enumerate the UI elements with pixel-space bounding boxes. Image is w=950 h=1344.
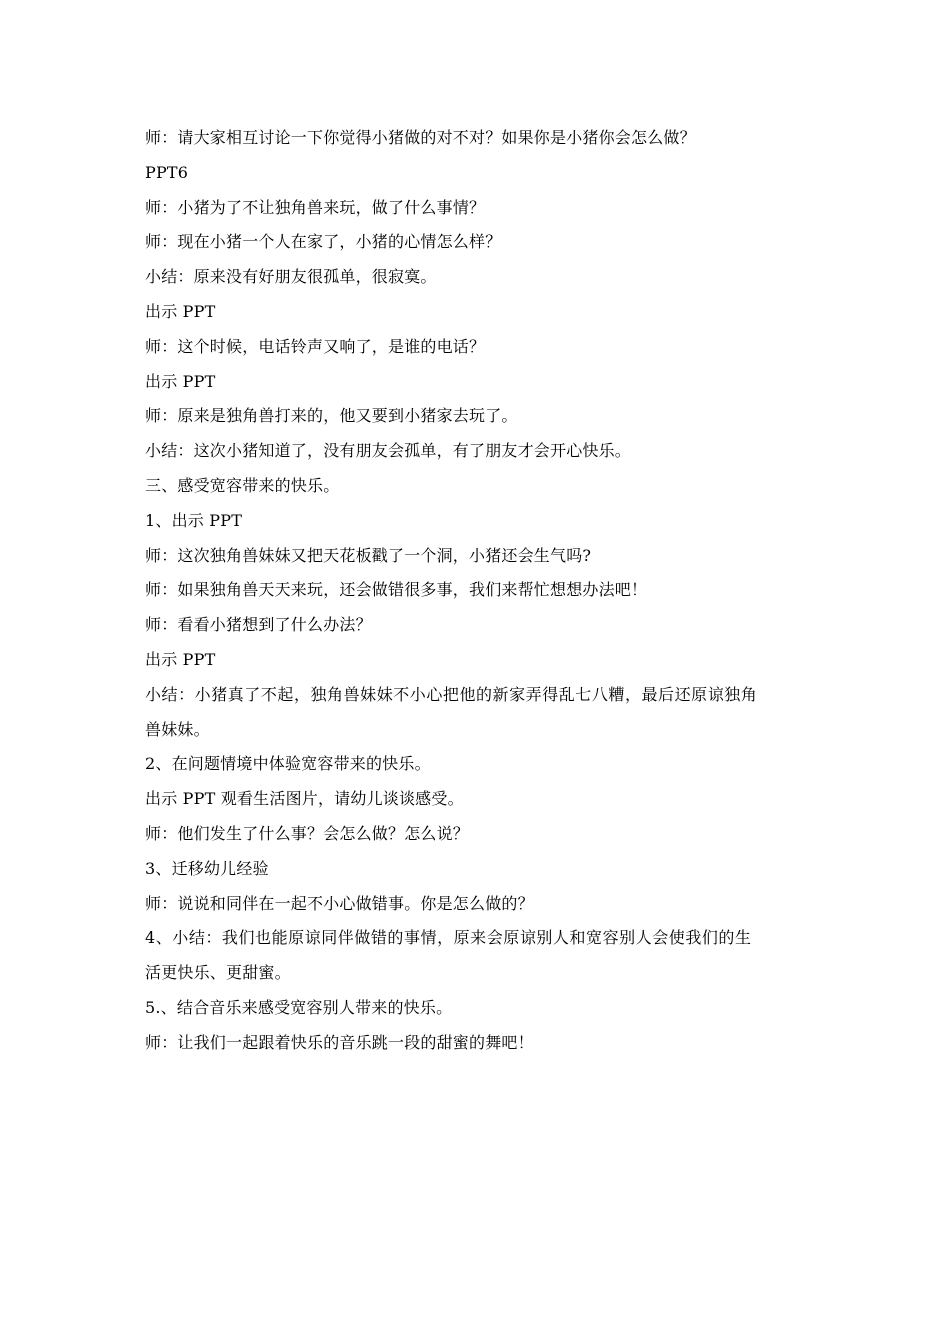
text-line: 师：他们发生了什么事？会怎么做？怎么说？ [145,823,470,843]
text-line: 师：原来是独角兽打来的，他又要到小猪家去玩了。 [145,406,518,426]
text-line: 师：如果独角兽天天来玩，还会做错很多事，我们来帮忙想想办法吧！ [145,580,648,600]
text-line: 师：请大家相互讨论一下你觉得小猪做的对不对？如果你是小猪你会怎么做？ [145,128,696,147]
text-line: 1、出示 PPT [145,510,243,530]
text-line: PPT6 [145,162,189,182]
text-line: 小结：原来没有好朋友很孤单，很寂寞。 [145,267,437,287]
text-line: 3、迁移幼儿经验 [145,858,269,878]
text-line: 出示 PPT [145,371,216,391]
text-line: 师：说说和同伴在一起不小心做错事。你是怎么做的？ [145,893,534,913]
text-line: 师：看看小猪想到了什么办法？ [145,615,372,635]
text-line: 师：让我们一起跟着快乐的音乐跳一段的甜蜜的舞吧！ [145,1032,534,1052]
text-line: 出示 PPT 观看生活图片，请幼儿谈谈感受。 [145,789,464,809]
text-line: 5.、结合音乐来感受宽容别人带来的快乐。 [145,997,453,1017]
text-line: 兽妹妹。 [145,719,210,739]
text-line: 师：这次独角兽妹妹又把天花板戳了一个洞，小猪还会生气吗? [145,545,592,565]
section-heading: 三、感受宽容带来的快乐。 [145,475,340,495]
text-line: 2、在问题情境中体验宽容带来的快乐。 [145,754,431,774]
text-line: 小结：小猪真了不起，独角兽妹妹不小心把他的新家弄得乱七八糟，最后还原谅独角 [145,684,758,704]
text-line: 师：这个时候，电话铃声又响了，是谁的电话？ [145,336,486,356]
text-line: 师：小猪为了不让独角兽来玩，做了什么事情？ [145,197,486,217]
text-line: 活更快乐、更甜蜜。 [145,963,291,983]
text-line: 小结：这次小猪知道了，没有朋友会孤单，有了朋友才会开心快乐。 [145,441,632,461]
text-line: 师：现在小猪一个人在家了，小猪的心情怎么样？ [145,232,502,252]
text-line: 4、小结：我们也能原谅同伴做错的事情，原来会原谅别人和宽容别人会使我们的生 [145,928,752,948]
text-line: 出示 PPT [145,649,216,669]
document-body [145,121,845,1061]
text-line: 出示 PPT [145,301,216,321]
